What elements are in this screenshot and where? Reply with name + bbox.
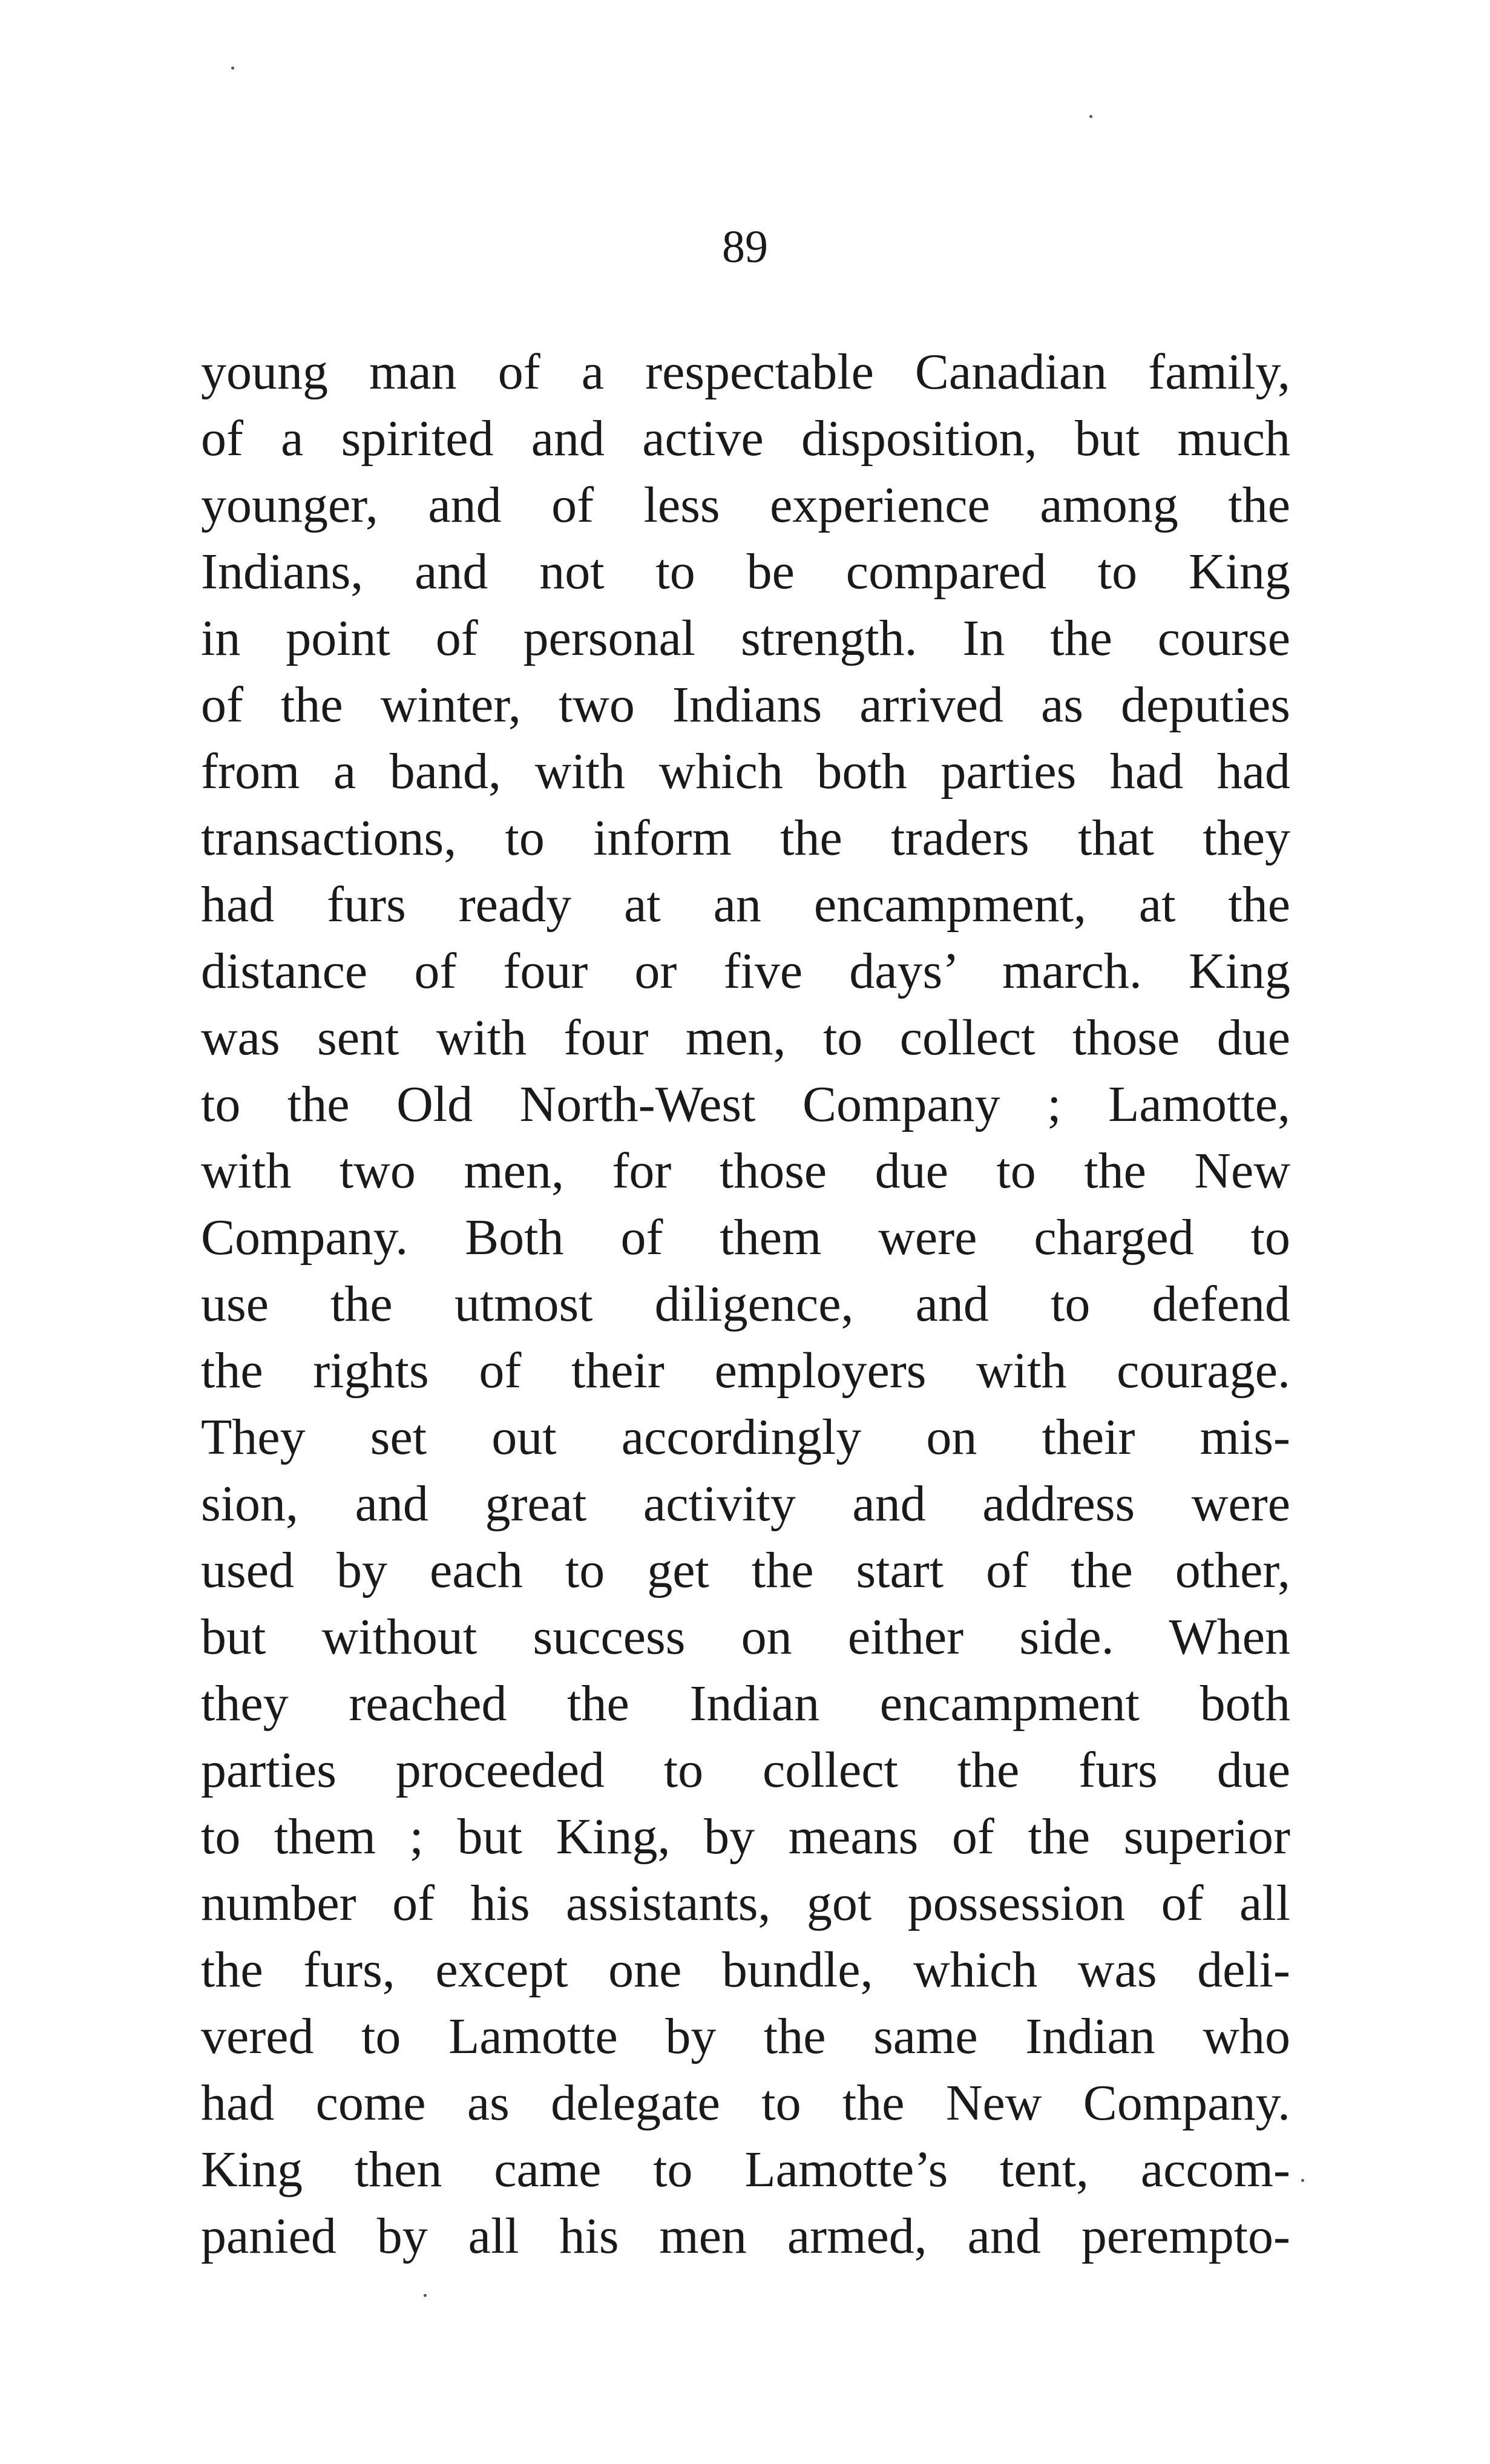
text-line: they reached the Indian encampment both	[201, 1675, 1290, 1732]
text-line: but without success on either side. When	[201, 1609, 1290, 1665]
text-line: use the utmost diligence, and to defend	[201, 1276, 1290, 1332]
paper-speck	[1089, 115, 1092, 118]
paper-speck	[424, 2294, 427, 2297]
text-line: younger, and of less experience among the	[201, 477, 1290, 533]
text-line: Indians, and not to be compared to King	[201, 544, 1290, 600]
text-line: sion, and great activity and address were	[201, 1476, 1290, 1532]
text-line: vered to Lamotte by the same Indian who	[201, 2008, 1290, 2065]
paper-speck	[1301, 2179, 1304, 2182]
text-line: used by each to get the start of the other,	[201, 1542, 1290, 1598]
text-line: had furs ready at an encampment, at the	[201, 876, 1290, 933]
text-line: from a band, with which both parties had had	[201, 743, 1290, 800]
paper-speck	[231, 67, 234, 70]
text-line: They set out accordingly on their mis-	[201, 1409, 1290, 1465]
text-line: had come as delegate to the New Company.	[201, 2075, 1290, 2131]
text-line: of the winter, two Indians arrived as deputies	[201, 677, 1290, 733]
page-number: 89	[722, 222, 768, 272]
text-line: with two men, for those due to the New	[201, 1143, 1290, 1199]
text-line: number of his assistants, got possession of all	[201, 1875, 1290, 1931]
text-line: transactions, to inform the traders that they	[201, 810, 1290, 866]
text-line: distance of four or five days’ march. King	[201, 943, 1290, 999]
text-line: young man of a respectable Canadian family,	[201, 344, 1290, 400]
text-line: parties proceeded to collect the furs due	[201, 1742, 1290, 1798]
text-line: panied by all his men armed, and perempto-	[201, 2208, 1290, 2264]
body-text	[201, 339, 1290, 2270]
text-line: Company. Both of them were charged to	[201, 1209, 1290, 1266]
text-line: to them ; but King, by means of the superior	[201, 1809, 1290, 1865]
text-line: to the Old North-West Company ; Lamotte,	[201, 1076, 1290, 1132]
text-line: King then came to Lamotte’s tent, accom-	[201, 2141, 1290, 2198]
text-line: of a spirited and active disposition, but much	[201, 410, 1290, 467]
text-line: the furs, except one bundle, which was deli-	[201, 1942, 1290, 1998]
text-line: the rights of their employers with courage.	[201, 1342, 1290, 1399]
text-line: was sent with four men, to collect those due	[201, 1010, 1290, 1066]
text-line: in point of personal strength. In the course	[201, 610, 1290, 666]
